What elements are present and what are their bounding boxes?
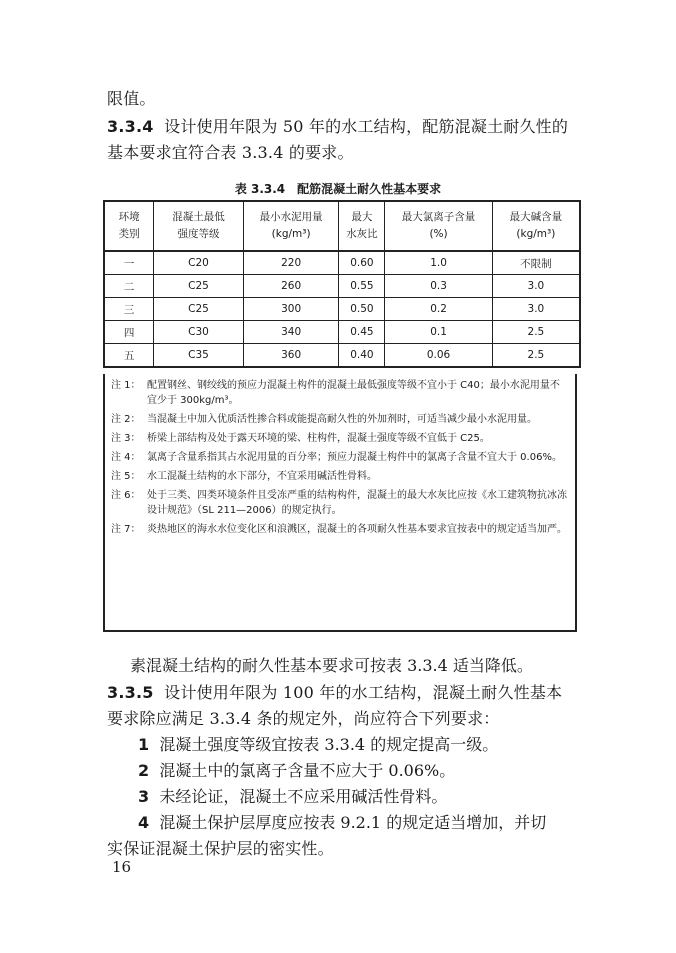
table-row xyxy=(104,251,580,275)
table-note xyxy=(111,450,569,465)
column-header xyxy=(492,201,580,251)
clause-number: 3.3.5 xyxy=(107,683,154,702)
durability-table xyxy=(103,200,581,368)
table-cell: 2.5 xyxy=(492,321,580,344)
header-text: 混凝土最低 xyxy=(172,211,225,223)
table-body xyxy=(104,251,580,367)
header-text: (%) xyxy=(429,228,448,240)
header-text: 类别 xyxy=(118,228,140,240)
note-text: 当混凝土中加入优质活性掺合料或能提高耐久性的外加剂时，可适当减少最小水泥用量。 xyxy=(147,414,537,425)
header-text: 最大碱含量 xyxy=(509,211,563,223)
table-note xyxy=(111,431,569,446)
header-text: 环境 xyxy=(118,211,140,223)
note-text: 水工混凝土结构的水下部分，不宜采用碱活性骨料。 xyxy=(147,471,377,482)
list-item xyxy=(138,758,580,784)
note-label: 注 6： xyxy=(111,490,141,501)
table-cell: 二 xyxy=(104,275,154,298)
header-text: 水灰比 xyxy=(346,228,378,240)
table-cell: 2.5 xyxy=(492,344,580,368)
table-cell: 260 xyxy=(243,275,339,298)
table-cell: 3.0 xyxy=(492,298,580,321)
header-text: (kg/m³) xyxy=(271,228,311,240)
table-note xyxy=(111,412,569,427)
table-cell: C35 xyxy=(154,344,244,368)
clause-text: 设计使用年限为 50 年的水工结构，配筋混凝土耐久性的 xyxy=(164,117,569,136)
note-label: 注 5： xyxy=(111,471,141,482)
table-row xyxy=(104,298,580,321)
table-cell: C30 xyxy=(154,321,244,344)
item-text: 混凝土中的氯离子含量不应大于 0.06%。 xyxy=(159,761,456,780)
text-line: 素混凝土结构的耐久性基本要求可按表 3.3.4 适当降低。 xyxy=(130,656,533,675)
column-header xyxy=(104,201,154,251)
note-text: 炎热地区的海水水位变化区和浪溅区，混凝土的各项耐久性基本要求宜按表中的规定适当加严。 xyxy=(147,524,567,535)
table-cell: 0.55 xyxy=(339,275,385,298)
table-cell: 0.50 xyxy=(339,298,385,321)
table-cell: 0.45 xyxy=(339,321,385,344)
note-label: 注 4： xyxy=(111,452,141,463)
table-cell: 220 xyxy=(243,251,339,275)
table-row xyxy=(104,344,580,368)
table-note xyxy=(111,522,569,537)
text-line: 实保证混凝土保护层的密实性。 xyxy=(107,839,334,858)
list-item xyxy=(138,784,580,810)
list-item xyxy=(138,732,580,758)
note-text: 处于三类、四类环境条件且受冻严重的结构构件，混凝土的最大水灰比应按《水工建筑物抗冰冻设计规范》（SL 211—2006）的规定执行。 xyxy=(147,490,567,516)
text-line: 要求除应满足 3.3.4 条的规定外，尚应符合下列要求： xyxy=(107,709,500,728)
note-label: 注 2： xyxy=(111,414,141,425)
text-line: 基本要求宜符合表 3.3.4 的要求。 xyxy=(107,143,354,162)
header-text: 强度等级 xyxy=(177,228,220,240)
note-text: 氯离子含量系指其占水泥用量的百分率；预应力混凝土构件中的氯离子含量不宜大于 0.06%。 xyxy=(147,452,562,463)
item-number: 4 xyxy=(138,813,150,832)
table-note xyxy=(111,469,569,484)
column-header xyxy=(154,201,244,251)
table-cell: 一 xyxy=(104,251,154,275)
table-cell: 0.60 xyxy=(339,251,385,275)
header-text: 最大 xyxy=(351,211,373,223)
table-cell: 1.0 xyxy=(385,251,492,275)
table-cell: C20 xyxy=(154,251,244,275)
item-text: 混凝土强度等级宜按表 3.3.4 的规定提高一级。 xyxy=(159,735,499,754)
table-cell: 0.1 xyxy=(385,321,492,344)
column-header xyxy=(243,201,339,251)
header-text: 最小水泥用量 xyxy=(259,211,323,223)
table-cell: 300 xyxy=(243,298,339,321)
table-cell: C25 xyxy=(154,298,244,321)
table-notes xyxy=(103,374,577,632)
table-cell: 不限制 xyxy=(492,251,580,275)
note-label: 注 7： xyxy=(111,524,141,535)
item-text: 混凝土保护层厚度应按表 9.2.1 的规定适当增加，并切 xyxy=(159,813,547,832)
clause-text: 设计使用年限为 100 年的水工结构，混凝土耐久性基本 xyxy=(164,683,563,702)
clause-3-3-5 xyxy=(107,680,577,706)
clause-3-3-4 xyxy=(107,114,577,140)
table-cell: 五 xyxy=(104,344,154,368)
item-number: 2 xyxy=(138,761,150,780)
column-header xyxy=(339,201,385,251)
note-text: 配置钢丝、钢绞线的预应力混凝土构件的混凝土最低强度等级不宜小于 C40；最小水泥用量不宜少于 300kg/m³。 xyxy=(147,380,560,406)
table-cell: 360 xyxy=(243,344,339,368)
table-cell: 四 xyxy=(104,321,154,344)
table-caption: 表 3.3.4 配筋混凝土耐久性基本要求 xyxy=(234,182,442,196)
table-cell: 0.06 xyxy=(385,344,492,368)
text-line: 限值。 xyxy=(107,89,156,108)
table-cell: 340 xyxy=(243,321,339,344)
table-row xyxy=(104,275,580,298)
table-note xyxy=(111,378,569,408)
table-cell: 三 xyxy=(104,298,154,321)
note-label: 注 1： xyxy=(111,380,141,391)
table-cell: 0.3 xyxy=(385,275,492,298)
header-text: (kg/m³) xyxy=(516,228,556,240)
table-header-row xyxy=(104,201,580,251)
table-note xyxy=(111,488,569,518)
table-cell: C25 xyxy=(154,275,244,298)
item-number: 3 xyxy=(138,787,150,806)
page-number: 16 xyxy=(112,858,132,876)
list-item xyxy=(138,810,580,836)
table-cell: 3.0 xyxy=(492,275,580,298)
table-row xyxy=(104,321,580,344)
column-header xyxy=(385,201,492,251)
clause-number: 3.3.4 xyxy=(107,117,154,136)
header-text: 最大氯离子含量 xyxy=(401,211,476,223)
item-number: 1 xyxy=(138,735,150,754)
table-cell: 0.2 xyxy=(385,298,492,321)
table-cell: 0.40 xyxy=(339,344,385,368)
item-text: 未经论证，混凝土不应采用碱活性骨料。 xyxy=(159,787,448,806)
note-label: 注 3： xyxy=(111,433,141,444)
note-text: 桥梁上部结构及处于露天环境的梁、柱构件，混凝土强度等级不宜低于 C25。 xyxy=(147,433,490,444)
